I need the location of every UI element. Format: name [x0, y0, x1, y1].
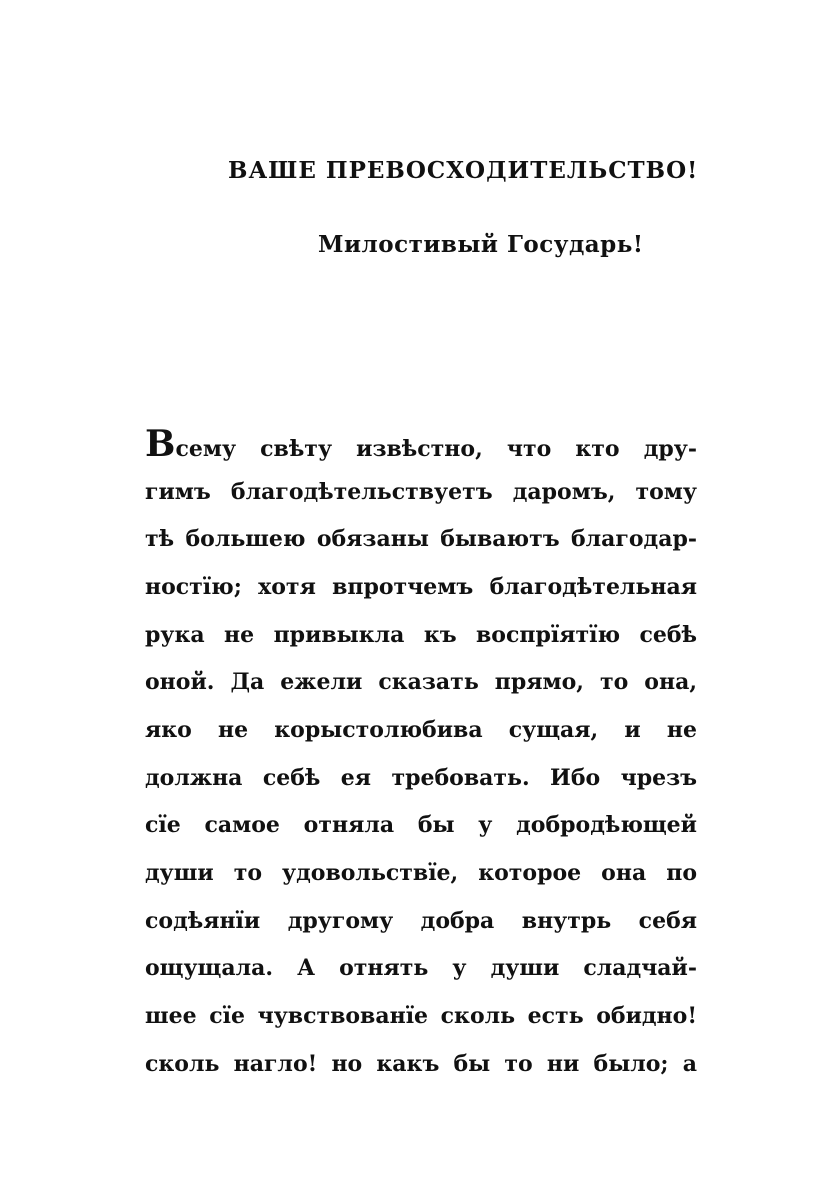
text-line: гимъ благодѣтельствуетъ даромъ, тому: [145, 478, 697, 505]
text-line: оной. Да ежели сказать прямо, то она,: [145, 669, 697, 696]
text-line: души то удовольствїе, которое она по: [145, 860, 697, 887]
text-line: ощущала. А отнять у души сладчай-: [145, 955, 697, 982]
page-title: ВАШЕ ПРЕВОСХОДИТЕЛЬСТВО!: [228, 157, 699, 184]
text-line: яко не корыстолюбива сущая, и не: [145, 716, 697, 743]
text-line: содѣянїи другому добра внутрь себя: [145, 907, 697, 934]
text-line: должна себѣ ея требовать. Ибо чрезъ: [145, 764, 697, 791]
text-line: Всему свѣту извѣстно, что кто дру-: [145, 422, 697, 465]
text-line: сїе самое отняла бы у добродѣющей: [145, 812, 697, 839]
text-line: ностїю; хотя впротчемъ благодѣтельная: [145, 573, 697, 600]
text-line: рука не привыкла къ воспрїятїю себѣ: [145, 621, 697, 648]
text-line: шее сїе чувствованїе сколь есть обидно!: [145, 1003, 697, 1030]
text-line: сколь нагло! но какъ бы то ни было; а: [145, 1050, 697, 1077]
text-line: тѣ большею обязаны бываютъ благодар-: [145, 526, 697, 553]
body-paragraph: [145, 420, 697, 1088]
salutation: Милостивый Государь!: [318, 231, 644, 258]
